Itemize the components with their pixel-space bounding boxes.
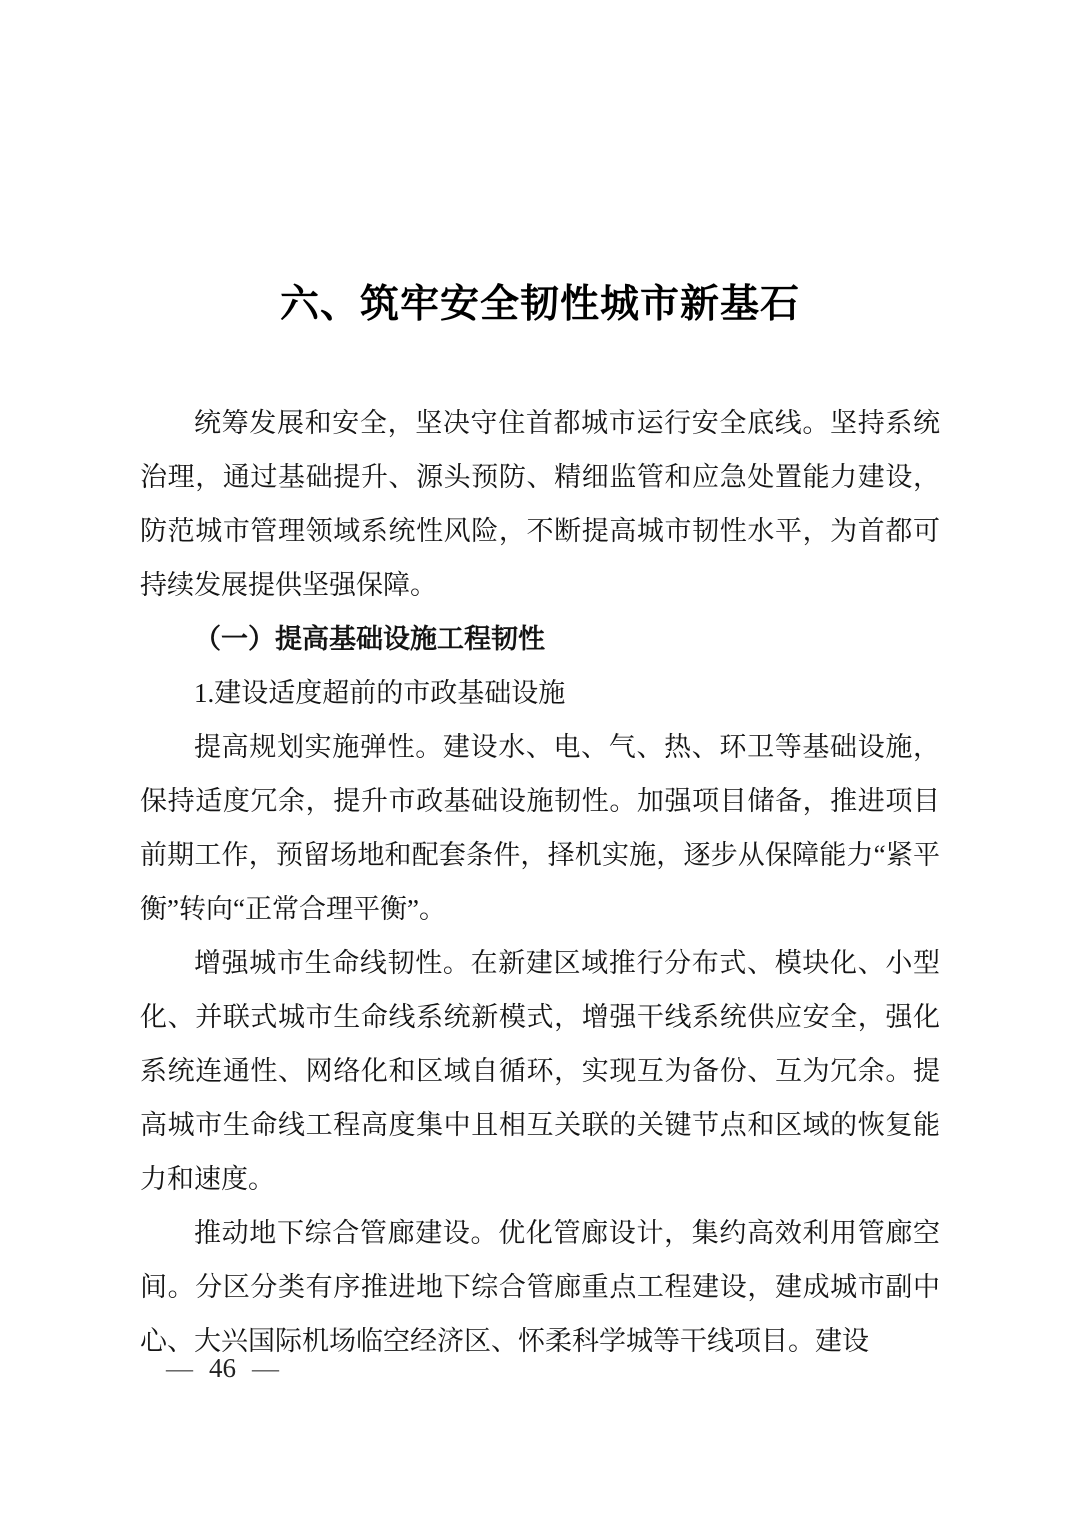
paragraph-planning-elasticity: 提高规划实施弹性。建设水、电、气、热、环卫等基础设施，保持适度冗余，提升市政基础设施韧性。加强项目储备，推进项目前期工作，预留场地和配套条件，择机实施，逐步从保障能力“紧平衡”转向“正常合理平衡”。 (140, 732, 940, 924)
page-title: 六、筑牢安全韧性城市新基石 (279, 283, 800, 326)
paragraph-overview: 统筹发展和安全，坚决守住首都城市运行安全底线。坚持系统治理，通过基础提升、源头预防、精细监管和应急处置能力建设，防范城市管理领域系统性风险，不断提高城市韧性水平，为首都可持续发展提供坚强保障。 (140, 408, 940, 600)
body-text (140, 396, 940, 1368)
page-number-right-dash: — (252, 1353, 279, 1383)
page-content (140, 278, 940, 1368)
section-heading: （一）提高基础设施工程韧性 (194, 624, 545, 654)
page-number (166, 1350, 279, 1386)
page-number-left-dash: — (166, 1353, 193, 1383)
page-number-value: 46 (209, 1353, 236, 1383)
paragraph-lifeline-resilience: 增强城市生命线韧性。在新建区域推行分布式、模块化、小型化、并联式城市生命线系统新模式，增强干线系统供应安全，强化系统连通性、网络化和区域自循环，实现互为备份、互为冗余。提高城市生命线工程高度集中且相互关联的关键节点和区域的恢复能力和速度。 (140, 948, 940, 1194)
paragraph-utility-tunnel: 推动地下综合管廊建设。优化管廊设计，集约高效利用管廊空间。分区分类有序推进地下综合管廊重点工程建设，建成城市副中心、大兴国际机场临空经济区、怀柔科学城等干线项目。建设 (140, 1218, 940, 1356)
subsection-heading: 1.建设适度超前的市政基础设施 (194, 678, 566, 708)
